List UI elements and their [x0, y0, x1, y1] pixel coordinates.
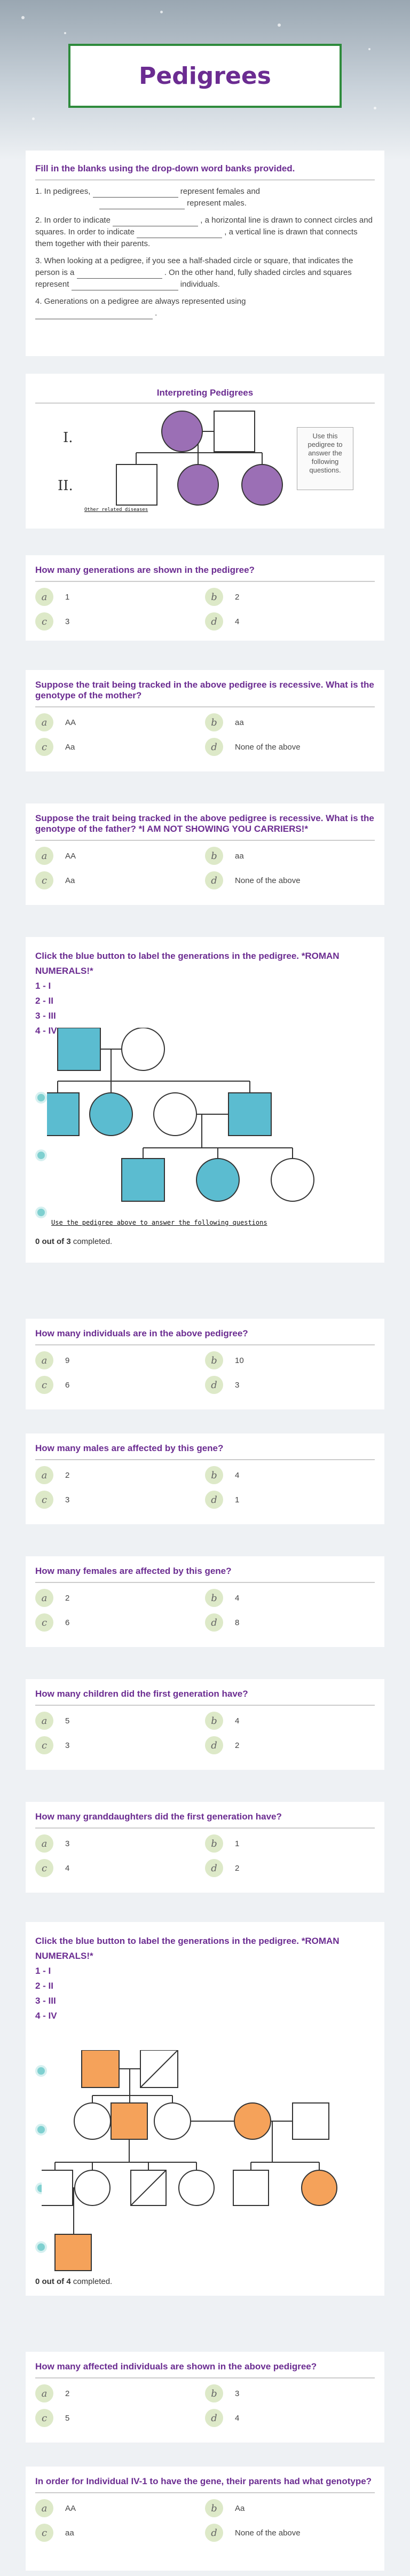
option-b[interactable]	[205, 1711, 375, 1730]
label-item: 3 - III	[35, 1011, 56, 1021]
question-text: How many granddaughters did the first generation have?	[35, 1811, 375, 1829]
interpreting-title: Interpreting Pedigrees	[35, 388, 375, 404]
q3-text-a: 3. When looking at a pedigree, if you see a half-shaded circle or square, that indicates the person is a	[35, 256, 353, 277]
option-b[interactable]	[205, 1834, 375, 1853]
pedigree-caption: Use the pedigree above to answer the following questions	[51, 1219, 267, 1226]
option-label: 5	[65, 1716, 70, 1726]
option-letter: a	[35, 847, 53, 865]
option-label: AA	[65, 2503, 76, 2513]
option-letter: d	[205, 612, 223, 631]
question-card-10	[26, 2467, 384, 2571]
option-b[interactable]	[205, 2499, 375, 2518]
option-label: AA	[65, 851, 76, 861]
option-label: 8	[235, 1618, 240, 1627]
option-label: 3	[65, 1839, 70, 1848]
option-letter: c	[35, 1376, 53, 1394]
option-c[interactable]	[35, 871, 205, 890]
option-letter: d	[205, 1613, 223, 1632]
pedigree-2	[47, 1028, 367, 1231]
q3-text-b: . On the other hand, fully shaded circles and squares represent	[35, 268, 352, 289]
label-button-2[interactable]	[35, 1149, 47, 1161]
option-a[interactable]	[35, 1588, 205, 1608]
progress-count: 0 out of 4	[35, 2277, 71, 2286]
option-letter: c	[35, 738, 53, 756]
label-item: 1 - I	[35, 1966, 51, 1976]
option-letter: d	[205, 2409, 223, 2427]
option-d[interactable]	[205, 1613, 375, 1632]
option-c[interactable]	[35, 1490, 205, 1509]
sticky-note: Use this pedigree to answer the following questions.	[297, 427, 353, 490]
question-text: How many males are affected by this gene?	[35, 1443, 375, 1460]
option-label: Aa	[65, 876, 75, 885]
generation-label-i: I.	[63, 430, 73, 446]
option-b[interactable]	[205, 587, 375, 606]
option-letter: c	[35, 2409, 53, 2427]
label-instruction: Click the blue button to label the generations in the pedigree. *ROMAN NUMERALS!*	[35, 1936, 340, 1961]
option-d[interactable]	[205, 1375, 375, 1395]
option-a[interactable]	[35, 846, 205, 865]
option-label: 3	[65, 1495, 70, 1504]
option-d[interactable]	[205, 1858, 375, 1878]
option-label: 3	[65, 1740, 70, 1750]
progress-text	[35, 2277, 112, 2286]
option-letter: b	[205, 2499, 223, 2517]
q4-blank-1[interactable]	[35, 311, 153, 319]
option-label: 2	[65, 1470, 70, 1480]
q4-text-a: 4. Generations on a pedigree are always represented using	[35, 297, 246, 306]
generation-label-ii: II.	[58, 478, 73, 494]
option-letter: c	[35, 1859, 53, 1877]
option-letter: c	[35, 2524, 53, 2542]
option-d[interactable]	[205, 1490, 375, 1509]
option-a[interactable]	[35, 1834, 205, 1853]
option-letter: d	[205, 738, 223, 756]
option-label: 5	[65, 2413, 70, 2423]
option-label: 10	[235, 1356, 244, 1365]
option-b[interactable]	[205, 2384, 375, 2403]
progress-suffix: completed.	[73, 1237, 113, 1246]
option-letter: a	[35, 1834, 53, 1853]
fill-in-q3	[35, 255, 375, 290]
option-letter: c	[35, 1613, 53, 1632]
option-label: None of the above	[235, 2528, 301, 2538]
option-d[interactable]	[205, 612, 375, 631]
affected-female	[162, 411, 202, 452]
question-text: In order for Individual IV-1 to have the gene, their parents had what genotype?	[35, 2476, 375, 2493]
question-card-3	[26, 803, 384, 905]
option-b[interactable]	[205, 713, 375, 732]
option-c[interactable]	[35, 737, 205, 757]
option-b[interactable]	[205, 1466, 375, 1485]
option-label: 1	[235, 1839, 240, 1848]
q4-text-b: .	[155, 309, 157, 318]
option-label: Aa	[65, 742, 75, 752]
option-label: 2	[235, 1863, 240, 1873]
label-instruction: Click the blue button to label the generations in the pedigree. *ROMAN NUMERALS!*	[35, 951, 340, 976]
option-label: aa	[235, 851, 244, 861]
option-letter: c	[35, 1491, 53, 1509]
question-text: Suppose the trait being tracked in the above pedigree is recessive. What is the genotype of the father? *I AM NOT SHOWING YOU CARRIERS!*	[35, 813, 375, 841]
option-label: 4	[235, 617, 240, 626]
progress-suffix: completed.	[73, 2277, 113, 2286]
option-label: 3	[65, 617, 70, 626]
option-letter: c	[35, 1736, 53, 1754]
label-button-1[interactable]	[35, 1092, 47, 1104]
q1-blank-1[interactable]	[93, 190, 178, 198]
pedigree-3	[42, 2050, 378, 2296]
option-letter: c	[35, 871, 53, 889]
option-label: 3	[235, 1380, 240, 1390]
option-label: 1	[65, 592, 70, 602]
option-label: 4	[235, 1593, 240, 1603]
label-button-3[interactable]	[35, 1207, 47, 1218]
option-c[interactable]	[35, 1613, 205, 1632]
option-letter: b	[205, 1712, 223, 1730]
option-label: 4	[235, 2413, 240, 2423]
option-letter: d	[205, 1736, 223, 1754]
option-a[interactable]	[35, 1351, 205, 1370]
option-label: 2	[235, 592, 240, 602]
progress-count: 0 out of 3	[35, 1237, 71, 1246]
title-box	[68, 44, 342, 108]
option-letter: b	[205, 1589, 223, 1607]
pedigree-note: Other related diseases	[84, 507, 148, 513]
option-letter: a	[35, 1589, 53, 1607]
option-label: 2	[235, 1740, 240, 1750]
question-card-5	[26, 1433, 384, 1524]
option-label: 2	[65, 1593, 70, 1603]
affected-female	[242, 464, 282, 505]
question-card-1	[26, 555, 384, 641]
option-letter: a	[35, 2384, 53, 2402]
option-letter: b	[205, 588, 223, 606]
option-letter: a	[35, 588, 53, 606]
q3-text-c: individuals.	[180, 280, 220, 289]
option-a[interactable]	[35, 2499, 205, 2518]
q3-blank-2[interactable]	[72, 282, 178, 290]
fill-in-q2	[35, 215, 375, 250]
unaffected-male	[214, 411, 255, 452]
interpreting-card	[26, 374, 384, 529]
label-activity-1	[26, 937, 384, 1263]
q2-blank-2[interactable]	[137, 230, 222, 238]
question-text: How many individuals are in the above pedigree?	[35, 1328, 375, 1345]
label-item: 4 - IV	[35, 1026, 57, 1036]
option-label: None of the above	[235, 876, 301, 885]
option-a[interactable]	[35, 1711, 205, 1730]
option-a[interactable]	[35, 2384, 205, 2403]
option-label: 6	[65, 1380, 70, 1390]
option-letter: a	[35, 1466, 53, 1484]
option-letter: c	[35, 612, 53, 631]
option-a[interactable]	[35, 1466, 205, 1485]
option-a[interactable]	[35, 587, 205, 606]
question-card-9	[26, 2352, 384, 2443]
option-label: AA	[65, 718, 76, 727]
page-title: Pedigrees	[139, 62, 271, 90]
option-label: 2	[65, 2389, 70, 2398]
question-card-4	[26, 1319, 384, 1409]
q2-blank-1[interactable]	[113, 218, 198, 226]
option-label: aa	[65, 2528, 74, 2538]
q2-text-b: , a horizontal line is drawn to connect circles and squares. In order to indicate	[35, 216, 373, 237]
option-letter: b	[205, 847, 223, 865]
option-d[interactable]	[205, 737, 375, 757]
q2-text-a: 2. In order to indicate	[35, 216, 111, 225]
question-text: How many children did the first generation have?	[35, 1689, 375, 1706]
option-label: 1	[235, 1495, 240, 1504]
option-d[interactable]	[205, 2408, 375, 2428]
fill-in-q1	[35, 186, 375, 209]
affected-female	[178, 464, 218, 505]
option-letter: b	[205, 713, 223, 731]
option-letter: b	[205, 2384, 223, 2402]
label-item: 2 - II	[35, 996, 54, 1006]
question-text: Suppose the trait being tracked in the above pedigree is recessive. What is the genotype of the mother?	[35, 680, 375, 707]
label-activity-2	[26, 1922, 384, 2296]
option-b[interactable]	[205, 1351, 375, 1370]
q1-blank-2[interactable]	[99, 201, 185, 209]
option-c[interactable]	[35, 2408, 205, 2428]
option-letter: d	[205, 871, 223, 889]
option-letter: d	[205, 1859, 223, 1877]
question-card-2	[26, 670, 384, 771]
label-item: 1 - I	[35, 981, 51, 991]
option-label: 6	[65, 1618, 70, 1627]
option-label: aa	[235, 718, 244, 727]
option-letter: b	[205, 1466, 223, 1484]
option-letter: d	[205, 1491, 223, 1509]
question-text: How many females are affected by this gene?	[35, 1566, 375, 1583]
fill-in-q4	[35, 296, 375, 319]
label-item: 4 - IV	[35, 2011, 57, 2021]
option-letter: b	[205, 1834, 223, 1853]
option-c[interactable]	[35, 1736, 205, 1755]
option-label: 4	[235, 1716, 240, 1726]
header-banner	[0, 0, 410, 160]
option-letter: a	[35, 1712, 53, 1730]
q1-text-a: 1. In pedigrees,	[35, 187, 91, 196]
option-d[interactable]	[205, 871, 375, 890]
fill-in-card	[26, 151, 384, 356]
option-letter: b	[205, 1351, 223, 1369]
option-b[interactable]	[205, 1588, 375, 1608]
option-label: 4	[65, 1863, 70, 1873]
option-d[interactable]	[205, 1736, 375, 1755]
option-letter: a	[35, 2499, 53, 2517]
option-letter: d	[205, 1376, 223, 1394]
option-label: Aa	[235, 2503, 245, 2513]
question-card-8	[26, 1802, 384, 1893]
progress-text	[35, 1237, 112, 1246]
option-c[interactable]	[35, 1858, 205, 1878]
option-c[interactable]	[35, 612, 205, 631]
unaffected-male	[116, 464, 157, 505]
option-letter: d	[205, 2524, 223, 2542]
question-card-7	[26, 1679, 384, 1770]
option-label: 4	[235, 1470, 240, 1480]
label-item: 2 - II	[35, 1981, 54, 1991]
option-a[interactable]	[35, 713, 205, 732]
option-letter: a	[35, 1351, 53, 1369]
fill-in-heading: Fill in the blanks using the drop-down word banks provided.	[35, 163, 375, 180]
option-label: None of the above	[235, 742, 301, 752]
question-text: How many generations are shown in the pedigree?	[35, 565, 375, 582]
option-d[interactable]	[205, 2523, 375, 2542]
option-c[interactable]	[35, 1375, 205, 1395]
option-letter: a	[35, 713, 53, 731]
option-b[interactable]	[205, 846, 375, 865]
q1-text-b: represent females and	[180, 187, 261, 196]
option-label: 3	[235, 2389, 240, 2398]
question-text: How many affected individuals are shown in the above pedigree?	[35, 2361, 375, 2378]
q3-blank-1[interactable]	[77, 271, 162, 279]
q1-text-c: represent males.	[187, 199, 247, 208]
label-item: 3 - III	[35, 1996, 56, 2006]
option-label: 9	[65, 1356, 70, 1365]
q2-text-c: , a vertical line is drawn that connects them together with their parents.	[35, 227, 358, 248]
option-c[interactable]	[35, 2523, 205, 2542]
question-card-6	[26, 1556, 384, 1647]
